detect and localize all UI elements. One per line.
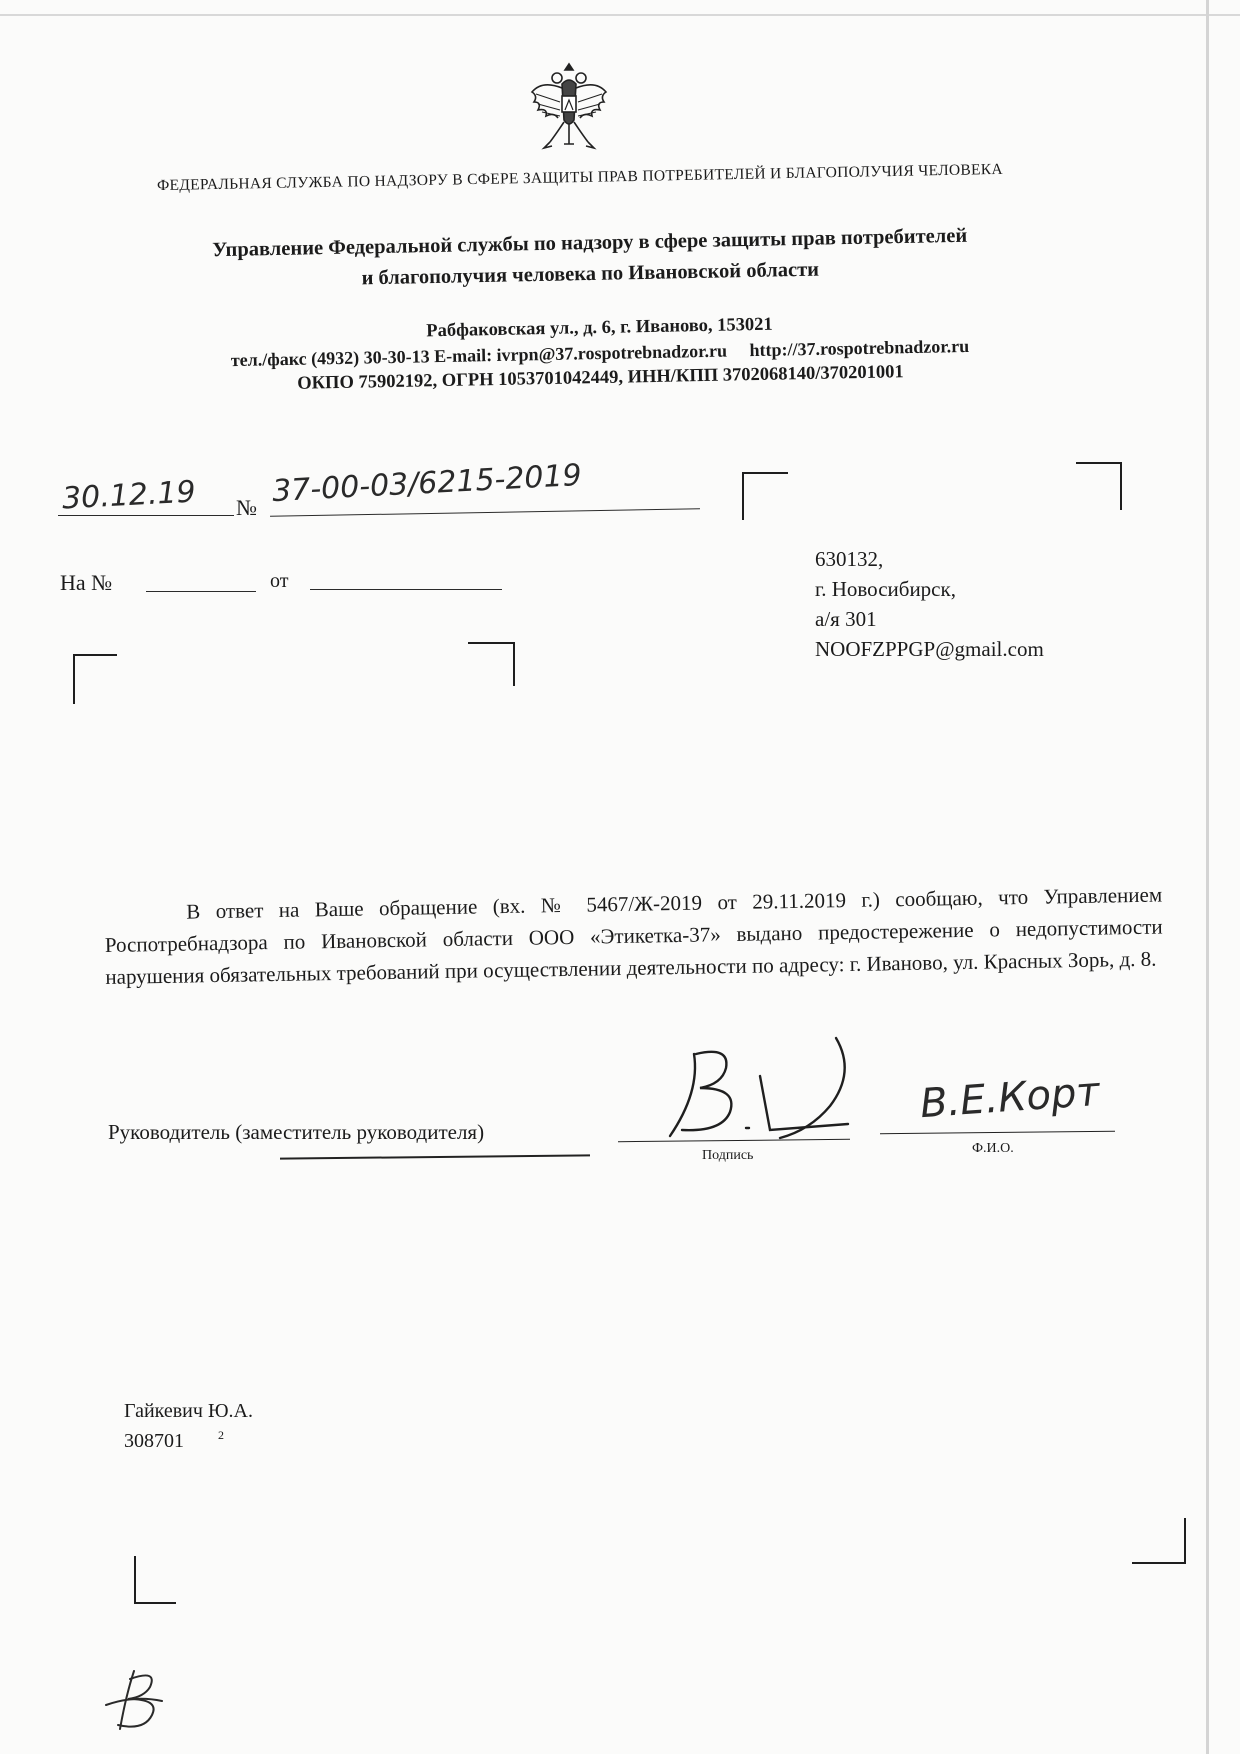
reference-from-label: от [270, 570, 289, 592]
service-name: ФЕДЕРАЛЬНАЯ СЛУЖБА ПО НАДЗОРУ В СФЕРЕ ЗАЩИТЫ ПРАВ ПОТРЕБИТЕЛЕЙ И БЛАГОПОЛУЧИЯ ЧЕЛОВЕКА [156, 160, 1004, 195]
reference-number-label: На № [60, 570, 113, 595]
recipient-email: NOOFZPPGP@gmail.com [815, 637, 1044, 661]
department-line-2: и благополучия человека по Ивановской области [361, 258, 820, 290]
subject-corner-mark-left [73, 654, 117, 704]
fio-caption: Ф.И.О. [972, 1141, 1014, 1156]
recipient-line: 630132, [815, 547, 884, 571]
registration-number: 37-00-03/6215-2019 [271, 457, 583, 510]
coat-of-arms-emblem [528, 58, 610, 154]
body-paragraph: В ответ на Ваше обращение (вх. № 5467/Ж-2019 от 29.11.2019 г.) сообщаю, что Управлением Роспотребнадзора по Ивановской области ООО «Этикетка-37» выдано предостережение о недопустимости нарушения обязательных требований при осуществлении деятельности по адресу: г. Иваново, ул. Красных Зорь, д. 8. [104, 882, 1163, 989]
handwritten-initials [100, 1665, 176, 1735]
reference-date-line [310, 589, 502, 590]
postal-address: Рабфаковская ул., д. 6, г. Иваново, 153021 [426, 314, 773, 342]
role-underline [280, 1154, 590, 1159]
recipient-line: г. Новосибирск, [815, 577, 956, 601]
recipient-corner-mark-left [742, 472, 788, 520]
subject-corner-mark-right [468, 642, 515, 686]
executor-name: Гайкевич Ю.А. [124, 1400, 253, 1422]
executor-block [124, 1396, 253, 1456]
signature-caption: Подпись [702, 1148, 754, 1163]
department-line-1: Управление Федеральной службы по надзору в сфере защиты прав потребителей [211, 224, 968, 262]
scan-artifact-line [0, 14, 1240, 16]
reference-number-line [146, 591, 256, 592]
executor-mark: 2 [218, 1428, 224, 1442]
recipient-corner-mark-right [1076, 462, 1122, 510]
department-name [109, 219, 1070, 299]
contacts: тел./факс (4932) 30-30-13 E-mail: ivrpn@37.rospotrebnadzor.ru http://37.rospotrebnadzor.ru [230, 335, 970, 371]
handwritten-signature [660, 1032, 880, 1142]
date-underline [58, 515, 234, 516]
bottom-corner-mark-right [1132, 1518, 1186, 1564]
contact-block [119, 307, 1080, 400]
registry-codes: ОКПО 75902192, ОГРН 1053701042449, ИНН/КПП 3702068140/370201001 [297, 362, 904, 394]
number-underline [270, 508, 700, 517]
scan-artifact-edge [1206, 0, 1209, 1754]
bottom-corner-mark-left [134, 1556, 176, 1604]
fio-line [880, 1131, 1115, 1134]
registration-date: 30.12.19 [61, 474, 197, 517]
executor-phone: 308701 [124, 1430, 184, 1452]
letter-body [104, 879, 1164, 993]
recipient-line: а/я 301 [815, 607, 877, 631]
handwritten-name: В.Е.Корт [918, 1068, 1102, 1128]
signatory-role: Руководитель (заместитель руководителя) [108, 1120, 485, 1144]
number-sign: № [236, 495, 257, 520]
recipient-address [815, 544, 1044, 664]
